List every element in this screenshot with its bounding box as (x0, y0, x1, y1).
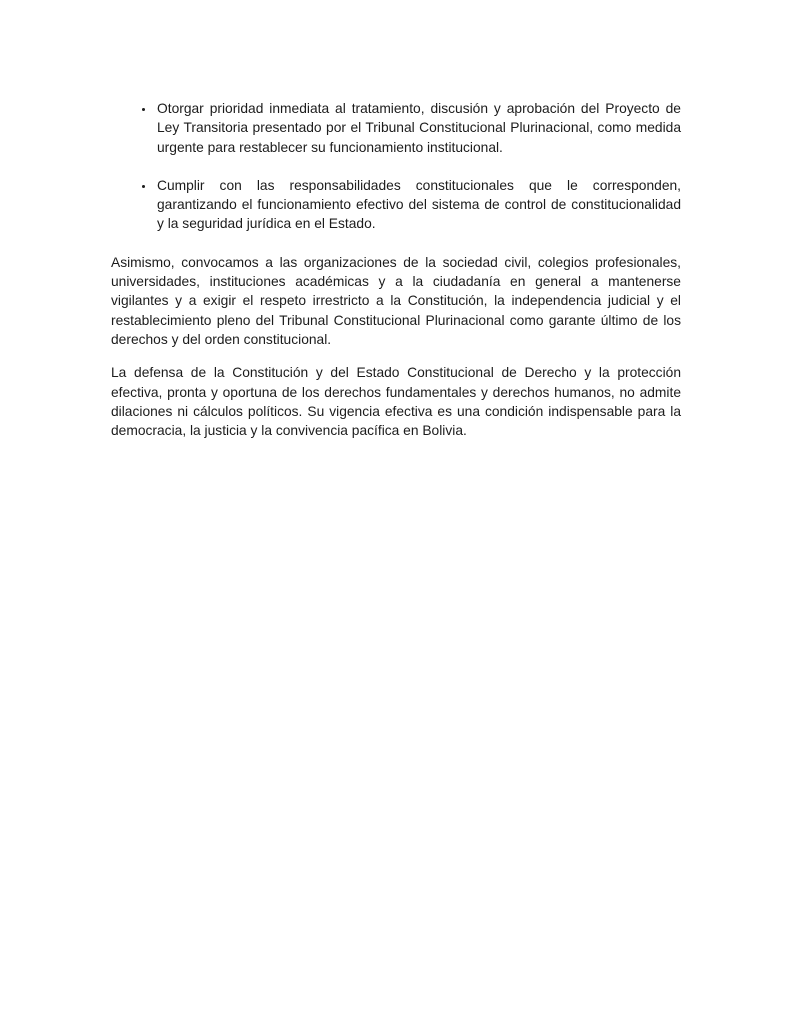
paragraph-convocatoria: Asimismo, convocamos a las organizaciones de la sociedad civil, colegios profesionales, universidades, instituciones académicas y a la ciudadanía en general a mantenerse vigilantes y a exigir el respeto irrestricto a la Constitución, la independencia judicial y el restablecimiento pleno del Tribunal Constitucional Plurinacional como garante último de los derechos y del orden constitucional. (111, 254, 681, 347)
document-content (111, 99, 681, 454)
bullet-list (133, 99, 681, 234)
bullet-item-responsabilidades: • Cumplir con las responsabilidades constitucionales que le corresponden, garantizando el funcionamiento efectivo del sistema de control de constitucionalidad y la seguridad jurídica en el Estado. (155, 176, 681, 234)
bullet-item-proyecto-ley: • Otorgar prioridad inmediata al tratamiento, discusión y aprobación del Proyecto de Ley Transitoria presentado por el Tribunal Constitucional Plurinacional, como medida urgente para restablecer su funcionamiento institucional. (155, 99, 681, 157)
paragraph-defensa-constitucion: La defensa de la Constitución y del Estado Constitucional de Derecho y la protección efectiva, pronta y oportuna de los derechos fundamentales y derechos humanos, no admite dilaciones ni cálculos políticos. Su vigencia efectiva es una condición indispensable para la democracia, la justicia y la convivencia pacífica en Bolivia. (111, 365, 681, 439)
